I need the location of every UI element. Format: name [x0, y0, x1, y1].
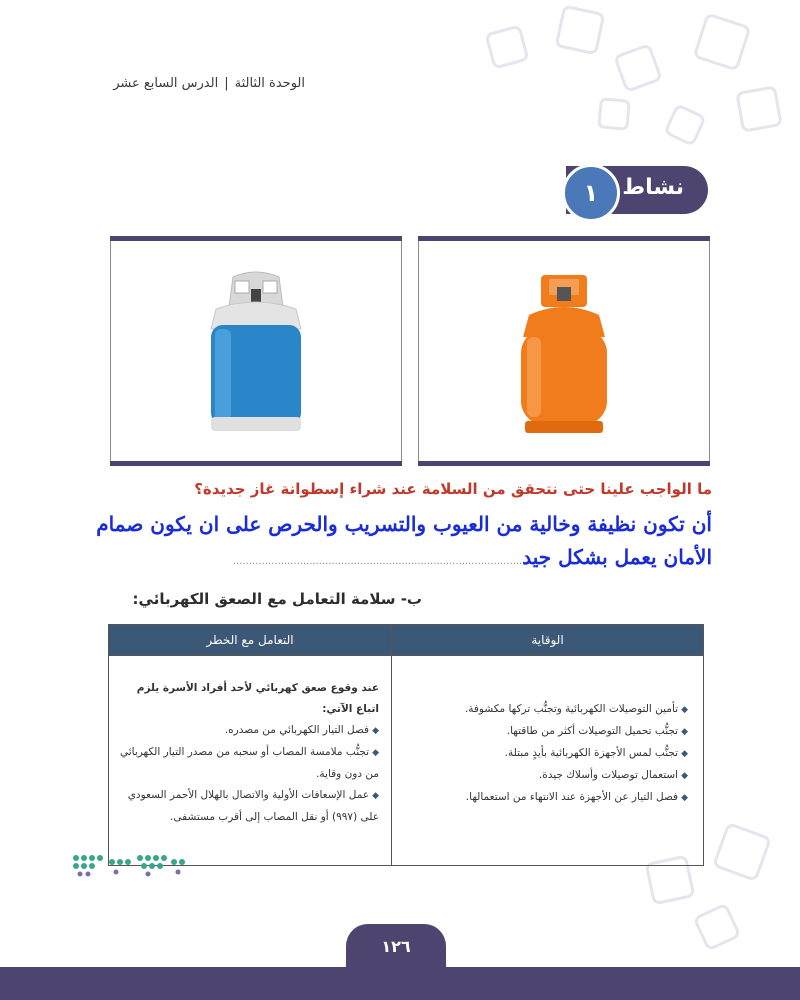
list-item: ◆تجنُّب ملامسة المصاب أو سحبه من مصدر التيار الكهربائي من دون وقاية. — [119, 746, 379, 780]
breadcrumb-separator: | — [224, 76, 229, 91]
activity-number: ١ — [562, 164, 620, 222]
answer-dotted-line: .......................................................................................... — [236, 556, 523, 567]
unit-label: الوحدة الثالثة — [234, 76, 305, 91]
answer-line-2-text: الأمان يعمل بشكل جيد — [522, 545, 712, 569]
prevention-cell — [392, 656, 704, 866]
activity-question: ما الواجب علينا حتى نتحقق من السلامة عند شراء إسطوانة غاز جديدة؟ — [194, 480, 712, 498]
answer-line-2 — [92, 545, 712, 569]
header-prevention: الوقاية — [392, 625, 704, 656]
list-item: ◆فصل التيار الكهربائي من مصدره. — [224, 724, 379, 736]
blue-cylinder-frame — [110, 236, 402, 466]
list-item: ◆فصل التيار عن الأجهزة عند الانتهاء من استعمالها. — [465, 791, 688, 803]
bullet-icon: ◆ — [681, 793, 688, 803]
danger-intro: عند وقوع صعق كهربائي لأحد أفراد الأسرة يلزم اتباع الآتي: — [136, 682, 379, 715]
page-number: ١٢٦ — [381, 937, 411, 956]
table-header-row — [109, 625, 704, 656]
section-title: ب- سلامة التعامل مع الصعق الكهربائي: — [132, 590, 422, 608]
orange-cylinder-frame — [418, 236, 710, 466]
list-item: ◆عمل الإسعافات الأولية والاتصال بالهلال الأحمر السعودي على (٩٩٧) أو نقل المصاب إلى أقرب مستشفى. — [127, 789, 379, 823]
page-number-tab — [346, 924, 446, 968]
answer-line-1: أن تكون نظيفة وخالية من العيوب والتسريب والحرص على ان يكون صمام — [96, 512, 712, 536]
bullet-icon: ◆ — [372, 791, 379, 801]
orange-gas-cylinder-image — [419, 237, 709, 465]
list-item: ◆تجنُّب لمس الأجهزة الكهربائية بأيدٍ مبتلة. — [504, 747, 688, 759]
list-item: ◆استعمال توصيلات وأسلاك جيدة. — [538, 769, 688, 781]
footer-bar — [0, 967, 800, 1000]
prevention-list — [393, 657, 702, 809]
vision-logo-icon — [70, 852, 200, 880]
list-item: ◆تجنُّب تحميل التوصيلات أكثر من طاقتها. — [506, 725, 688, 737]
bullet-icon: ◆ — [681, 705, 688, 715]
blue-gas-cylinder-image — [111, 237, 401, 465]
bullet-icon: ◆ — [372, 748, 379, 758]
breadcrumb — [113, 76, 305, 91]
bullet-icon: ◆ — [681, 749, 688, 759]
activity-badge — [566, 166, 708, 214]
safety-table — [108, 624, 704, 866]
table-row — [109, 656, 704, 866]
answer-end-mark: . — [232, 556, 237, 567]
lesson-label: الدرس السابع عشر — [113, 76, 219, 91]
bullet-icon: ◆ — [681, 771, 688, 781]
danger-cell — [109, 656, 392, 866]
bullet-icon: ◆ — [681, 727, 688, 737]
bullet-icon: ◆ — [372, 726, 379, 736]
danger-list — [117, 720, 379, 828]
list-item: ◆تأمين التوصيلات الكهربائية وتجنُّب تركها مكشوفة. — [464, 703, 688, 715]
header-dealing-with-danger: التعامل مع الخطر — [109, 625, 392, 656]
activity-label: نشاط — [622, 175, 684, 200]
